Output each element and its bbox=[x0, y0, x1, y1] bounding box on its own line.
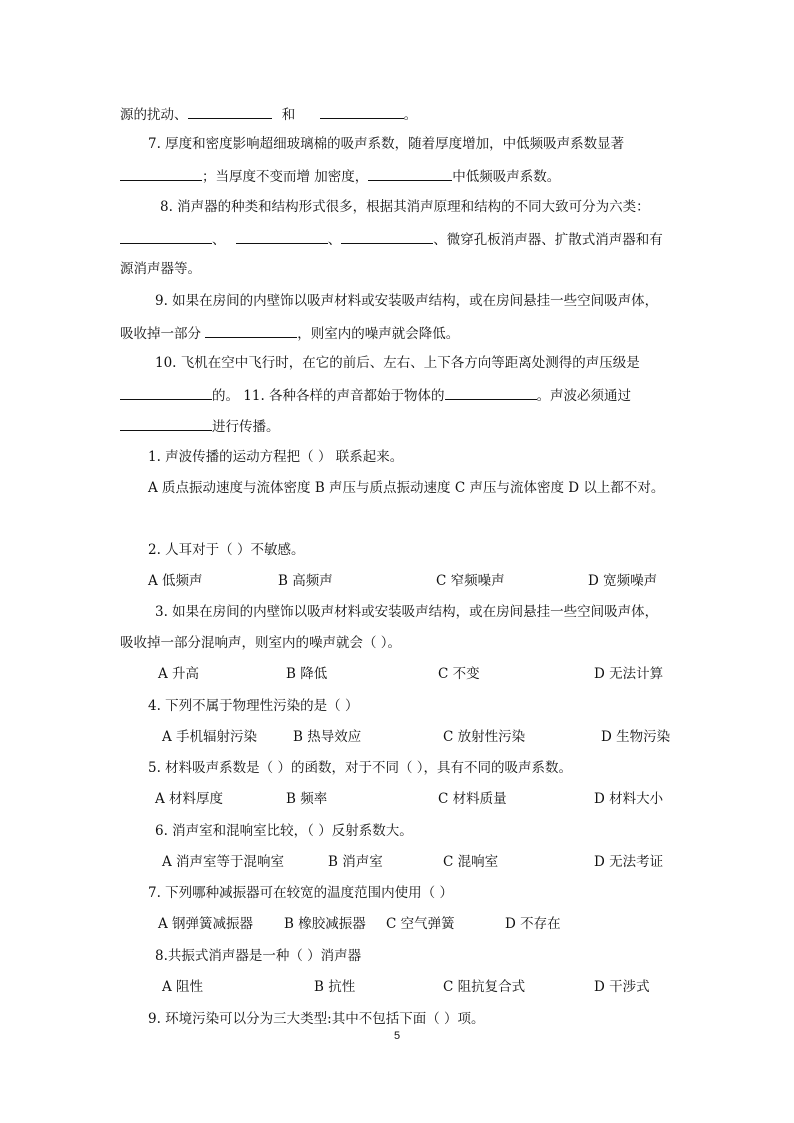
fill-q10-line-2 bbox=[120, 385, 631, 405]
text: 源的扰动、 bbox=[120, 107, 188, 123]
text: 、 bbox=[327, 232, 342, 248]
fill-q7-line-1 bbox=[148, 135, 624, 153]
fill-q8-line-2 bbox=[120, 229, 663, 249]
answer-blank bbox=[188, 104, 272, 119]
text: 进行传播。 bbox=[212, 419, 280, 435]
mc-q8: 8.共振式消声器是一种（ ）消声器 bbox=[155, 948, 362, 964]
mc-q1-options: A 质点振动速度与流体密度 B 声压与质点振动速度 C 声压与流体密度 D 以上都不对。 bbox=[148, 480, 665, 496]
text: ；当厚度不变而增 加密度， bbox=[202, 169, 369, 185]
mc-q5-option-d: D 材料大小 bbox=[594, 791, 664, 807]
mc-q4-option-d: D 生物污染 bbox=[601, 729, 671, 745]
text: ，则室内的噪声就会降低。 bbox=[297, 326, 460, 342]
answer-blank bbox=[120, 229, 212, 244]
question-text: 7. 厚度和密度影响超细玻璃棉的吸声系数，随着厚度增加，中低频吸声系数显著 bbox=[148, 136, 625, 152]
mc-q3-line-2: 吸收掉一部分混响声，则室内的噪声就会（ ）。 bbox=[120, 635, 402, 651]
question-text: 9. 如果在房间的内壁饰以吸声材料或安装吸声结构，或在房间悬挂一些空间吸声体， bbox=[155, 293, 659, 309]
mc-q6-option-a: A 消声室等于混响室 bbox=[162, 854, 285, 870]
answer-blank bbox=[205, 323, 297, 338]
mc-q7: 7. 下列哪种减振器可在较宽的温度范围内使用（ ） bbox=[148, 885, 453, 901]
mc-q3-option-a: A 升高 bbox=[158, 666, 200, 682]
fill-q9-line-1 bbox=[155, 292, 658, 310]
mc-q2: 2. 人耳对于（ ）不敏感。 bbox=[148, 542, 305, 558]
text: 。 bbox=[403, 107, 418, 123]
mc-q4-option-a: A 手机辐射污染 bbox=[162, 729, 258, 745]
fill-q7-line-2 bbox=[120, 166, 560, 186]
mc-q6-option-c: C 混响室 bbox=[443, 854, 499, 870]
mc-q4-option-b: B 热导效应 bbox=[293, 729, 362, 745]
mc-q5-option-c: C 材料质量 bbox=[438, 791, 507, 807]
fill-q11-line-3 bbox=[120, 416, 280, 436]
text: 和 bbox=[281, 107, 296, 123]
answer-blank bbox=[236, 229, 328, 244]
answer-blank bbox=[445, 385, 537, 400]
mc-q7-option-a: A 钢弹簧减振器 bbox=[158, 916, 254, 932]
mc-q8-option-a: A 阻性 bbox=[162, 979, 204, 995]
question-text: 10. 飞机在空中飞行时，在它的前后、左右、上下各方向等距离处测得的声压级是 bbox=[155, 355, 640, 371]
mc-q5: 5. 材料吸声系数是（ ）的函数，对于不同（ ），具有不同的吸声系数。 bbox=[148, 760, 573, 776]
fill-q8-line-1 bbox=[160, 198, 650, 216]
mc-q1: 1. 声波传播的运动方程把（ ） 联系起来。 bbox=[148, 449, 404, 465]
fill-line-1 bbox=[120, 104, 417, 124]
mc-q9: 9. 环境污染可以分为三大类型:其中不包括下面（ ）项。 bbox=[148, 1011, 485, 1027]
mc-q2-option-c: C 窄频噪声 bbox=[436, 573, 505, 589]
answer-blank bbox=[120, 416, 212, 431]
fill-q10-line-1 bbox=[155, 354, 640, 372]
mc-q2-option-a: A 低频声 bbox=[148, 573, 203, 589]
mc-q3-option-c: C 不变 bbox=[438, 666, 480, 682]
page-number: 5 bbox=[393, 1030, 401, 1042]
text: 、微穿孔板消声器、扩散式消声器和有 bbox=[433, 232, 663, 248]
mc-q3-line-1: 3. 如果在房间的内壁饰以吸声材料或安装吸声结构，或在房间悬挂一些空间吸声体， bbox=[155, 604, 659, 620]
text: 中低频吸声系数。 bbox=[452, 169, 561, 185]
mc-q3-option-d: D 无法计算 bbox=[594, 666, 664, 682]
answer-blank bbox=[120, 166, 202, 181]
text: 。声波必须通过 bbox=[536, 388, 632, 404]
mc-q2-option-d: D 宽频噪声 bbox=[588, 573, 658, 589]
mc-q6: 6. 消声室和混响室比较，（ ）反射系数大。 bbox=[155, 823, 413, 839]
question-text: 8. 消声器的种类和结构形式很多，根据其消声原理和结构的不同大致可分为六类： bbox=[160, 199, 650, 215]
answer-blank bbox=[320, 104, 404, 119]
mc-q2-option-b: B 高频声 bbox=[278, 573, 333, 589]
answer-blank bbox=[341, 229, 433, 244]
mc-q6-option-b: B 消声室 bbox=[328, 854, 383, 870]
answer-blank bbox=[368, 166, 452, 181]
mc-q4-option-c: C 放射性污染 bbox=[443, 729, 526, 745]
mc-q3-option-b: B 降低 bbox=[286, 666, 328, 682]
mc-q6-option-d: D 无法考证 bbox=[594, 854, 664, 870]
mc-q8-option-d: D 干涉式 bbox=[594, 979, 650, 995]
mc-q8-option-c: C 阻抗复合式 bbox=[443, 979, 526, 995]
mc-q5-option-b: B 频率 bbox=[286, 791, 328, 807]
mc-q8-option-b: B 抗性 bbox=[314, 979, 356, 995]
mc-q7-option-b: B 橡胶减振器 bbox=[284, 916, 366, 932]
text: 的。 11. 各种各样的声音都始于物体的 bbox=[212, 388, 445, 404]
answer-blank bbox=[120, 385, 212, 400]
mc-q4: 4. 下列不属于物理性污染的是（ ） bbox=[148, 698, 359, 714]
fill-q8-line-3 bbox=[120, 260, 201, 278]
fill-q9-line-2 bbox=[120, 323, 459, 343]
mc-q5-option-a: A 材料厚度 bbox=[155, 791, 224, 807]
text: 吸收掉一部分 bbox=[120, 326, 206, 342]
mc-q7-option-c: C 空气弹簧 bbox=[386, 916, 455, 932]
text: 源消声器等。 bbox=[120, 261, 201, 277]
mc-q7-option-d: D 不存在 bbox=[505, 916, 561, 932]
text: 、 bbox=[212, 232, 226, 248]
